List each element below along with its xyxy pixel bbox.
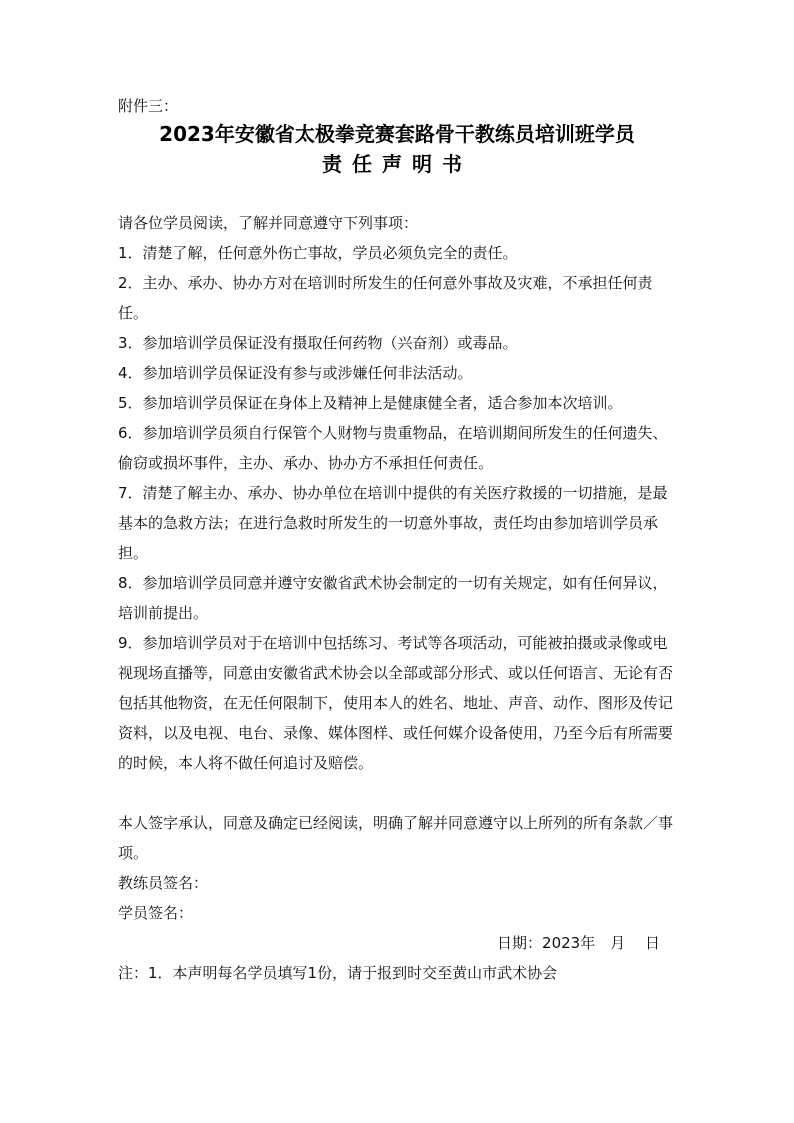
clause-1: 1．清楚了解，任何意外伤亡事故，学员必须负完全的责任。 <box>118 244 518 262</box>
document-subtitle: 责任声明书 <box>322 152 472 176</box>
clause-5: 5．参加培训学员保证在身体上及精神上是健康健全者，适合参加本次培训。 <box>118 394 623 412</box>
coach-signature-label: 教练员签名： <box>118 874 209 892</box>
date-label: 日期：2023年 月 日 <box>497 934 660 952</box>
clause-2: 2．主办、承办、协办方对在培训时所发生的任何意外事故及灾难，不承担任何责任。 <box>118 274 653 322</box>
clause-8: 8．参加培训学员同意并遵守安徽省武术协会制定的一切有关规定，如有任何异议，培训前提出。 <box>118 574 668 622</box>
clause-7: 7．清楚了解主办、承办、协办单位在培训中提供的有关医疗救援的一切措施，是最基本的急救方法；在进行急救时所发生的一切意外事故，责任均由参加培训学员承担。 <box>118 484 668 562</box>
document-title: 2023年安徽省太极拳竞赛套路骨干教练员培训班学员 <box>159 122 635 146</box>
spacer <box>118 778 678 808</box>
clause-4: 4．参加培训学员保证没有参与或涉嫌任何非法活动。 <box>118 364 473 382</box>
intro-text: 请各位学员阅读，了解并同意遵守下列事项： <box>118 214 419 232</box>
clause-6: 6．参加培训学员须自行保管个人财物与贵重物品，在培训期间所发生的任何遗失、偷窃或损坏事件，主办、承办、协办方不承担任何责任。 <box>118 424 668 472</box>
acknowledgement-text: 本人签字承认，同意及确定已经阅读，明确了解并同意遵守以上所列的所有条款／事项。 <box>118 814 674 862</box>
attachment-label: 附件三： <box>118 97 179 115</box>
clause-3: 3．参加培训学员保证没有摄取任何药物（兴奋剂）或毒品。 <box>118 334 518 352</box>
document-body <box>118 208 678 988</box>
clause-9: 9．参加培训学员对于在培训中包括练习、考试等各项活动，可能被拍摄或录像或电视现场直播等，同意由安徽省武术协会以全部或部分形式、或以任何语言、无论有否包括其他物资，在无任何限制下，使用本人的姓名、地址、声音、动作、图形及传记资料，以及电视、电台、录像、媒体图样、或任何媒介设备使用，乃至今后有所需要的时候，本人将不做任何追讨及赔偿。 <box>118 634 674 772</box>
student-signature-label: 学员签名： <box>118 904 194 922</box>
footnote: 注：1．本声明每名学员填写1份，请于报到时交至黄山市武术协会 <box>118 964 558 982</box>
